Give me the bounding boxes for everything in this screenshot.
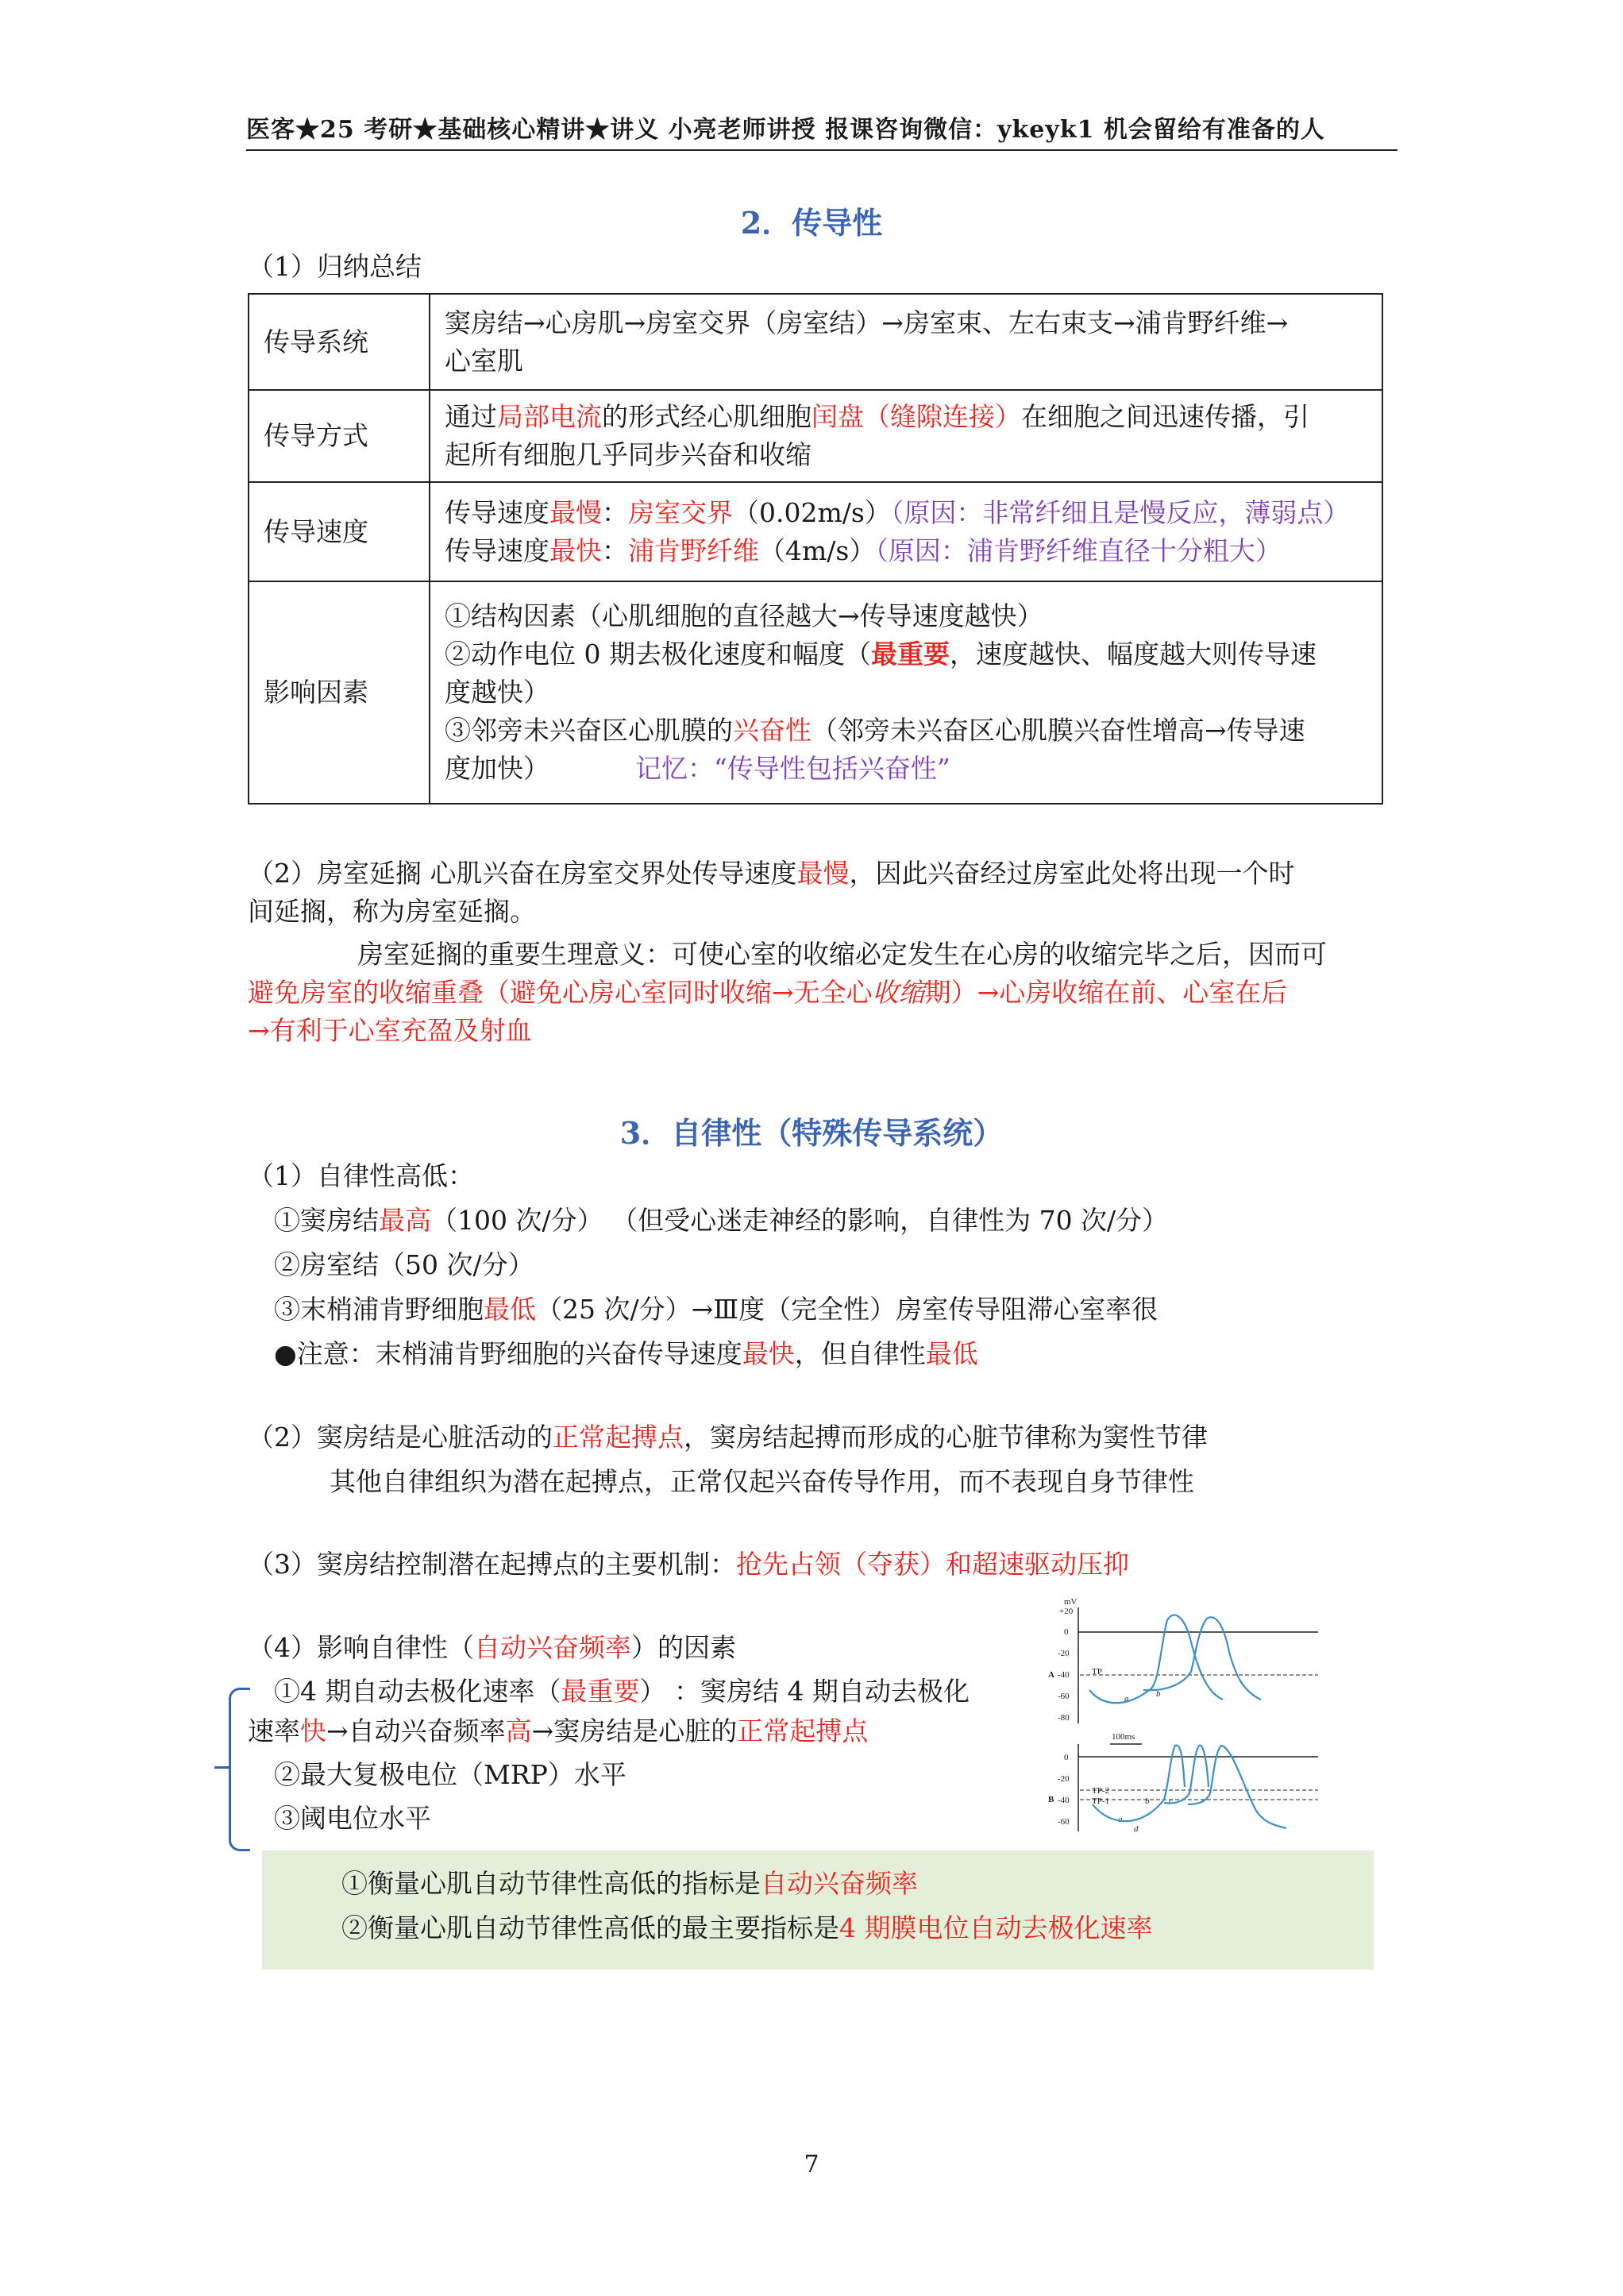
page-number: 7	[804, 2151, 819, 2178]
row-key: 传导系统	[249, 294, 430, 390]
table-row	[249, 482, 1382, 581]
threshold-label: TP-1	[1092, 1796, 1109, 1806]
row-key: 传导方式	[249, 390, 430, 482]
table-row	[249, 581, 1382, 804]
brace	[229, 1688, 250, 1851]
tick-label: -20	[1058, 1774, 1070, 1784]
cell-line: 传导速度最慢：房室交界（0.02m/s）（原因：非常纤细且是慢反应，薄弱点）	[445, 496, 1350, 528]
tick-label: -60	[1058, 1817, 1070, 1827]
conductivity-table	[248, 293, 1383, 805]
cell-line: ③邻旁未兴奋区心肌膜的兴奋性（邻旁未兴奋区心肌膜兴奋性增高→传导速	[445, 715, 1305, 746]
row-key: 传导速度	[249, 482, 430, 581]
tick-label: -40	[1058, 1796, 1070, 1805]
row-value	[430, 390, 1382, 482]
section-title-conductivity: 2．传导性	[740, 205, 883, 241]
pacemaker-potential-figure	[1048, 1596, 1334, 1850]
threshold-label: TP	[1092, 1667, 1102, 1677]
unit-label: mV	[1064, 1597, 1078, 1607]
brace-tip	[214, 1766, 230, 1769]
panel-label-b: B	[1048, 1795, 1054, 1804]
mechanism-para: （3）窦房结控制潜在起搏点的主要机制：抢先占领（夺获）和超速驱动压抑	[248, 1549, 1129, 1580]
page-header: 医客★25 考研★基础核心精讲★讲义 小亮老师讲授 报课咨询微信：ykeyk1 机会留给有准备的人	[246, 116, 1325, 144]
tick-label: -20	[1058, 1649, 1070, 1658]
cell-line: 起所有细胞几乎同步兴奋和收缩	[445, 439, 812, 470]
list-item: ②房室结（50 次/分）	[274, 1249, 534, 1280]
list-item-cont: 速率快→自动兴奋频率高→窦房结是心脏的正常起搏点	[248, 1715, 869, 1746]
list-item: ①窦房结最高（100 次/分） （但受心迷走神经的影响，自律性为 70 次/分）	[274, 1205, 1169, 1236]
row-key: 影响因素	[249, 581, 430, 804]
cell-line: 心室肌	[445, 345, 523, 376]
av-delay-para: （2）房室延搁 心肌兴奋在房室交界处传导速度最慢，因此兴奋经过房室此处将出现一个时	[248, 858, 1295, 889]
factors-heading: （4）影响自律性（自动兴奋频率）的因素	[248, 1632, 736, 1663]
note-item: ●注意：末梢浦肯野细胞的兴奋传导速度最快，但自律性最低	[274, 1338, 978, 1369]
tick-label: 0	[1064, 1753, 1069, 1762]
row-value	[430, 581, 1382, 804]
tick-label: -40	[1058, 1670, 1070, 1680]
panel-label-a: A	[1048, 1670, 1054, 1680]
pacemaker-para-cont: 其他自律组织为潜在起搏点，正常仅起兴奋传导作用，而不表现自身节律性	[330, 1466, 1194, 1497]
cell-line: 窦房结→心房肌→房室交界（房室结）→房室束、左右束支→浦肯野纤维→	[445, 307, 1289, 338]
table-row	[249, 294, 1382, 390]
row-value	[430, 482, 1382, 581]
section-title-automaticity: 3．自律性（特殊传导系统）	[619, 1115, 1004, 1151]
cell-line: ①结构因素（心肌细胞的直径越大→传导速度越快）	[445, 600, 1043, 631]
table-row	[249, 390, 1382, 482]
curve-label: a	[1124, 1694, 1129, 1704]
curve-label: c	[1169, 1796, 1173, 1806]
av-delay-significance-cont: 避免房室的收缩重叠（避免心房心室同时收缩→无全心收缩期）→心房收缩在前、心室在后	[248, 977, 1288, 1008]
key-point: ②衡量心肌自动节律性高低的最主要指标是4 期膜电位自动去极化速率	[341, 1912, 1153, 1943]
scale-label: 100ms	[1112, 1732, 1135, 1742]
curve-label: b	[1145, 1796, 1150, 1806]
cell-line: 通过局部电流的形式经心肌细胞闰盘（缝隙连接）在细胞之间迅速传播，引	[445, 401, 1309, 432]
list-item: ①4 期自动去极化速率（最重要） ：窦房结 4 期自动去极化	[274, 1676, 970, 1707]
cell-line: 传导速度最快：浦肯野纤维（4m/s）（原因：浦肯野纤维直径十分粗大）	[445, 534, 1282, 566]
curve-label: a	[1118, 1815, 1123, 1824]
tick-label: -60	[1058, 1692, 1070, 1701]
row-value	[430, 294, 1382, 390]
key-point: ①衡量心肌自动节律性高低的指标是自动兴奋频率	[341, 1868, 918, 1899]
curve-label: b	[1156, 1689, 1161, 1699]
cell-line: 度加快） 记忆：“传导性包括兴奋性”	[445, 753, 950, 784]
potential-trace-b3	[1188, 1746, 1286, 1828]
av-delay-significance-end: →有利于心室充盈及射血	[248, 1015, 532, 1046]
pacemaker-para: （2）窦房结是心脏活动的正常起搏点，窦房结起搏而形成的心脏节律称为窦性节律	[248, 1422, 1208, 1453]
tick-label: 0	[1064, 1627, 1069, 1637]
automaticity-heading: （1）自律性高低：	[248, 1160, 474, 1191]
list-item: ②最大复极电位（MRP）水平	[274, 1759, 626, 1790]
av-delay-para-cont: 间延搁，称为房室延搁。	[248, 896, 536, 927]
threshold-label: TP-2	[1092, 1786, 1109, 1796]
summary-label: （1）归纳总结	[248, 251, 422, 282]
list-item: ③阈电位水平	[274, 1803, 431, 1834]
cell-line: 度越快）	[445, 677, 549, 708]
cell-line: ②动作电位 0 期去极化速度和幅度（最重要，速度越快、幅度越大则传导速	[445, 639, 1317, 670]
potential-trace-b2	[1164, 1746, 1209, 1804]
av-delay-significance: 房室延搁的重要生理意义：可使心室的收缩必定发生在心房的收缩完毕之后，因而可	[357, 939, 1327, 970]
tick-label: +20	[1059, 1607, 1074, 1616]
tick-label: -80	[1058, 1713, 1070, 1723]
header-divider	[246, 149, 1397, 151]
curve-label: d	[1134, 1824, 1139, 1834]
list-item: ③末梢浦肯野细胞最低（25 次/分）→Ⅲ度（完全性）房室传导阻滞心室率很	[274, 1294, 1158, 1325]
